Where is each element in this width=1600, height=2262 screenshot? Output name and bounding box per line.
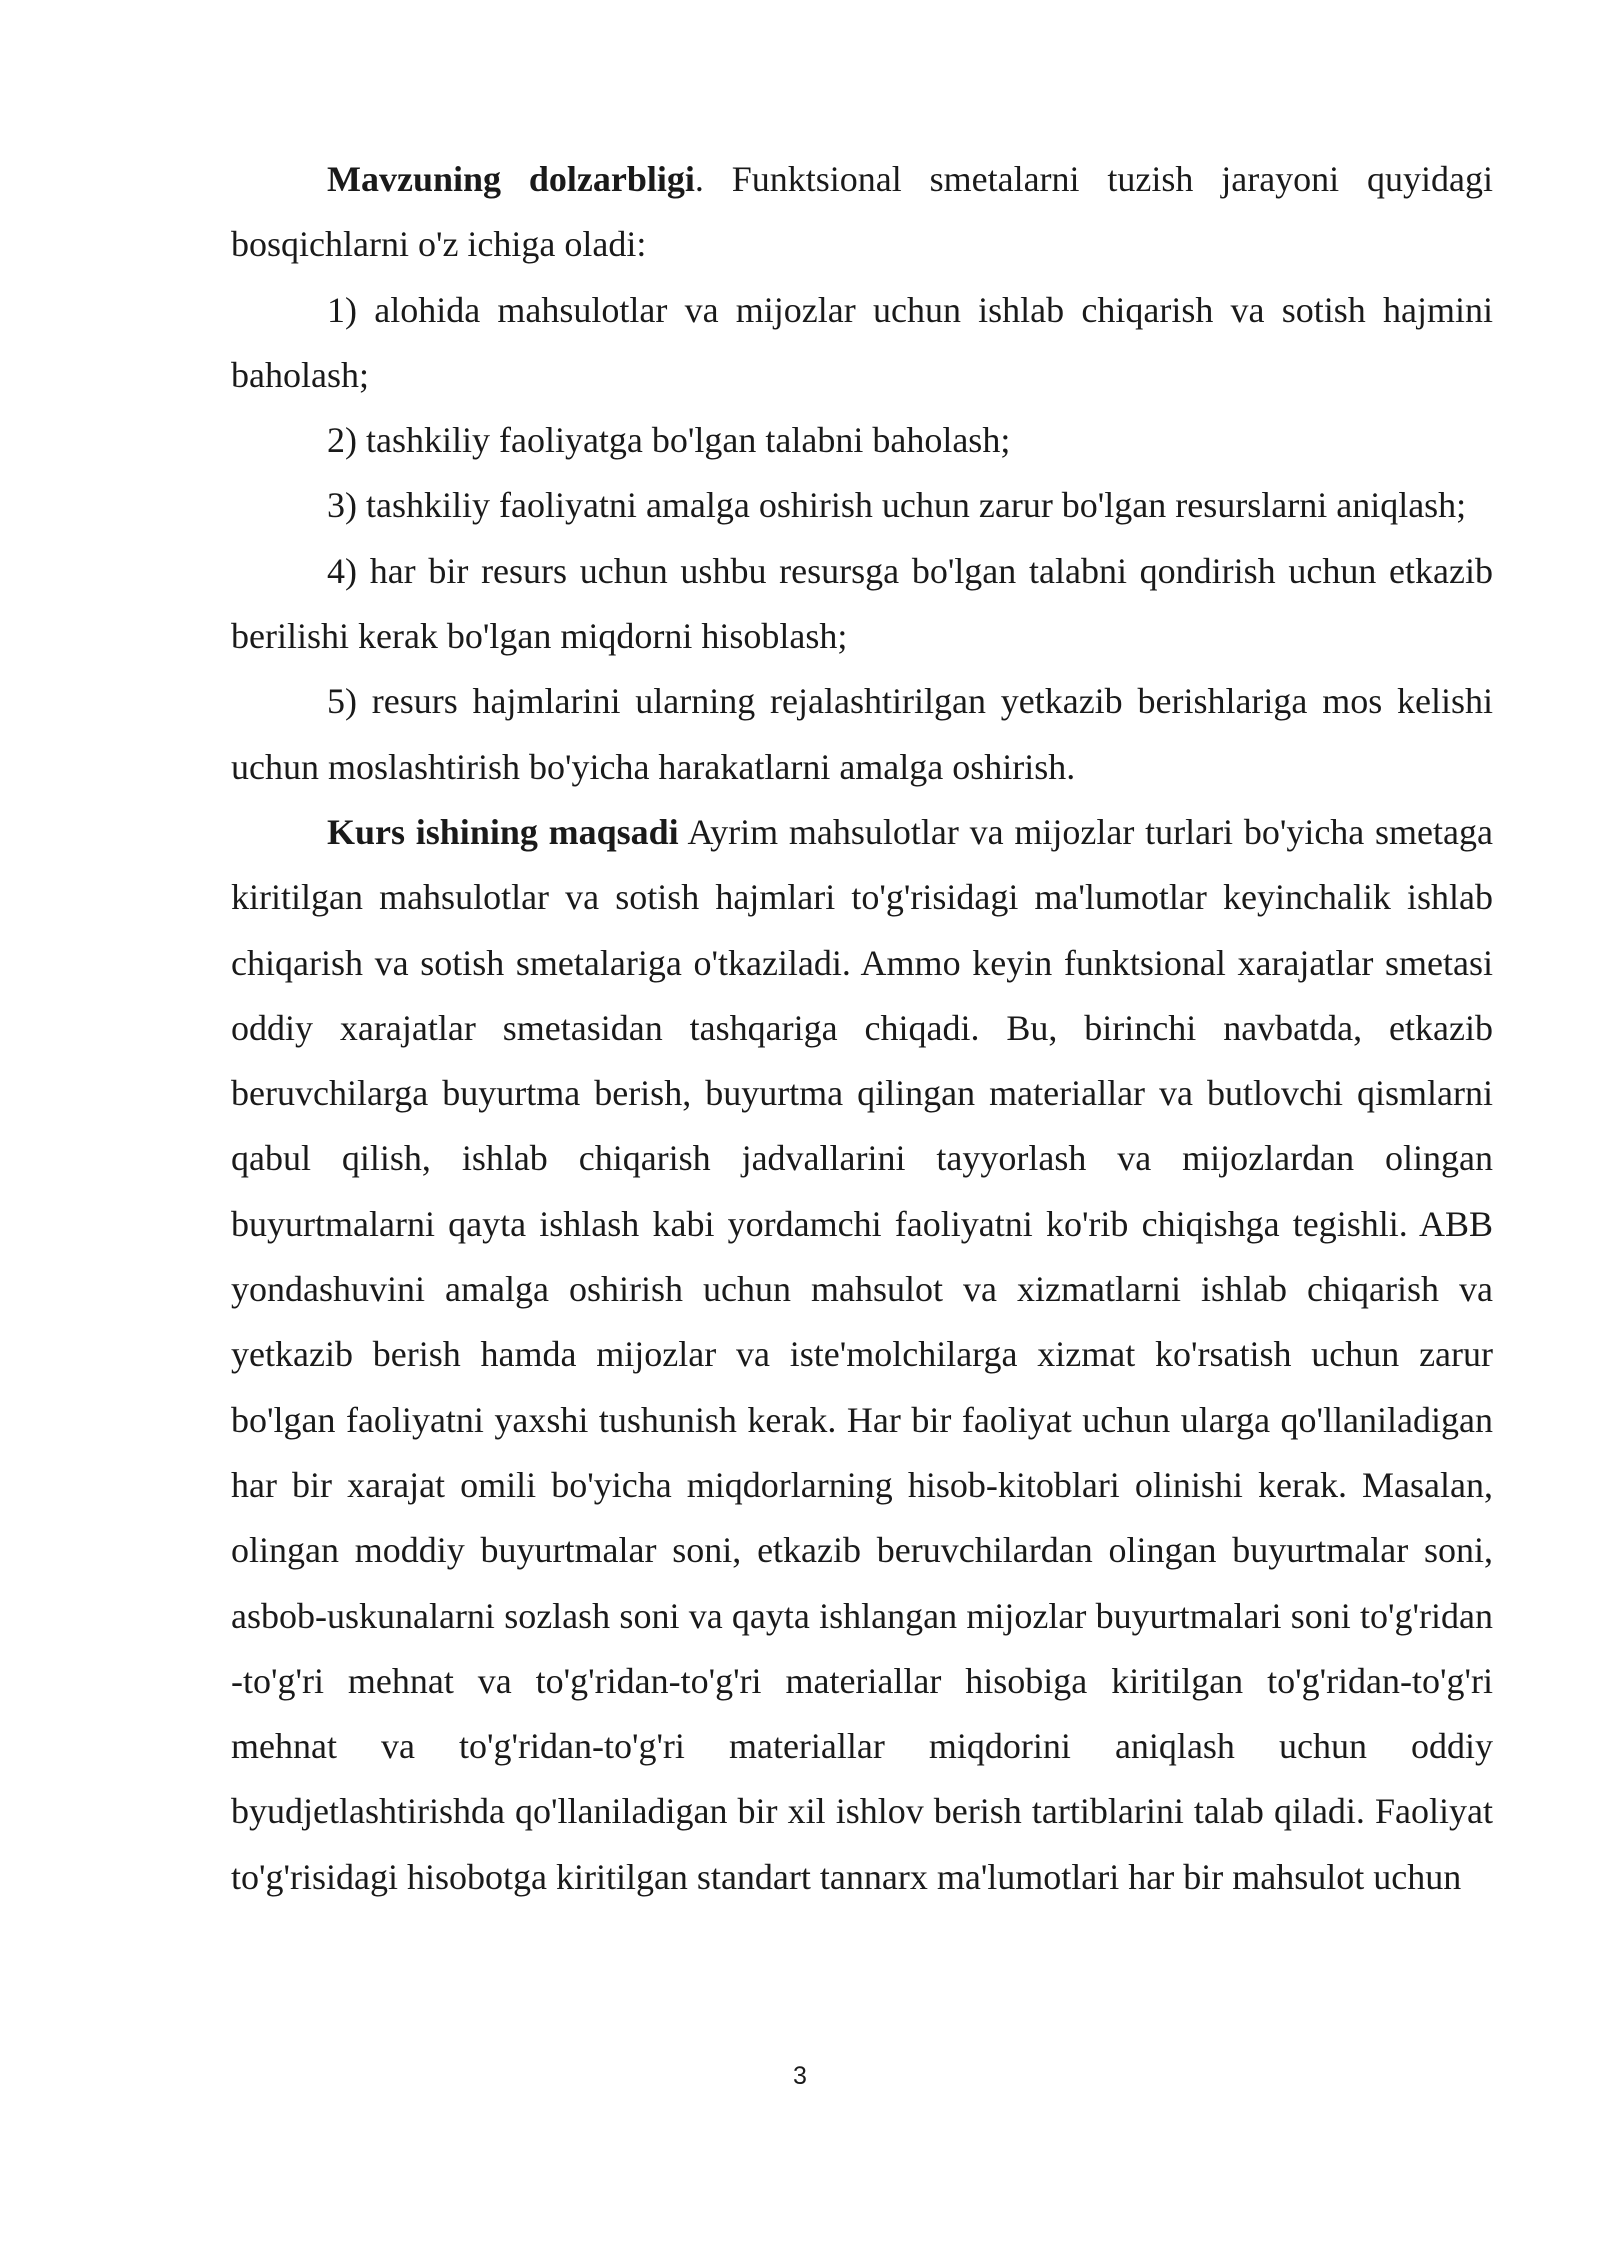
list-item-text: 4) har bir resurs uchun ushbu resursga bo'lgan talabni qondirish uchun etkazib berilishi kerak bo'lgan miqdorni hisoblash; xyxy=(231,550,1493,657)
list-item-1 xyxy=(231,278,1493,409)
list-item-4 xyxy=(231,539,1493,670)
list-item-text: 1) alohida mahsulotlar va mijozlar uchun ishlab chiqarish va sotish hajmini baholash; xyxy=(231,289,1493,395)
list-item-2 xyxy=(231,408,1493,473)
list-item-5 xyxy=(231,669,1493,800)
list-item-text: 2) tashkiliy faoliyatga bo'lgan talabni baholash; xyxy=(327,420,1011,461)
paragraph-topic-relevance xyxy=(231,147,1493,278)
paragraph-text: . Funktsional smetalarni tuzish jarayoni quyidagi bosqichlarni o'z ichiga oladi: xyxy=(231,159,1494,265)
heading-topic-relevance: Mavzuning dolzarbligi xyxy=(327,159,695,199)
paragraph-text: Ayrim mahsulotlar va mijozlar turlari bo'yicha smetaga kiritilgan mahsulotlar va sotish hajmlari to'g'risidagi ma'lumotlar keyinchalik ishlab chiqarish va sotish smetalariga o'tkaziladi. Ammo keyin funktsional xarajatlar smetasi oddiy xarajatlar smetasidan tashqariga chiqadi. Bu, birinchi navbatda, etkazib beruvchilarga buyurtma berish, buyurtma qilingan materiallar va butlovchi qismlarni qabul qilish, ishlab chiqarish jadvallarini tayyorlash va mijozlardan olingan buyurtmalarni qayta ishlash kabi yordamchi faoliyatni ko'rib chiqishga tegishli. ABB yondashuvini amalga oshirish uchun mahsulot va xizmatlarni ishlab chiqarish va yetkazib berish hamda mijozlar va iste'molchilarga xizmat ko'rsatish uchun zarur bo'lgan faoliyatni yaxshi tushunish kerak. Har bir faoliyat uchun ularga qo'llaniladigan har bir xarajat omili bo'yicha miqdorlarning hisob-kitoblari olinishi kerak. Masalan, olingan moddiy buyurtmalar soni, etkazib beruvchilardan olingan buyurtmalar soni, asbob-uskunalarni sozlash soni va qayta ishlangan mijozlar buyurtmalari soni to'g'ridan -to'g'ri mehnat va to'g'ridan-to'g'ri materiallar hisobiga kiritilgan to'g'ridan-to'g'ri mehnat va to'g'ridan-to'g'ri materiallar miqdorini aniqlash uchun oddiy byudjetlashtirishda qo'llaniladigan bir xil ishlov berish tartiblarini talab qiladi. Faoliyat to'g'risidagi hisobotga kiritilgan standart tannarx ma'lumotlari har bir mahsulot uchun xyxy=(231,811,1493,1897)
document-body xyxy=(231,147,1493,1910)
list-item-3 xyxy=(231,473,1493,538)
list-item-text: 5) resurs hajmlarini ularning rejalashtirilgan yetkazib berishlariga mos kelishi uchun moslashtirish bo'yicha harakatlarni amalga oshirish. xyxy=(231,681,1493,787)
list-item-text: 3) tashkiliy faoliyatni amalga oshirish uchun zarur bo'lgan resurslarni aniqlash; xyxy=(327,485,1467,526)
heading-course-goal: Kurs ishining maqsadi xyxy=(327,811,679,852)
paragraph-course-goal xyxy=(231,800,1493,1910)
page-number: 3 xyxy=(793,2062,807,2090)
